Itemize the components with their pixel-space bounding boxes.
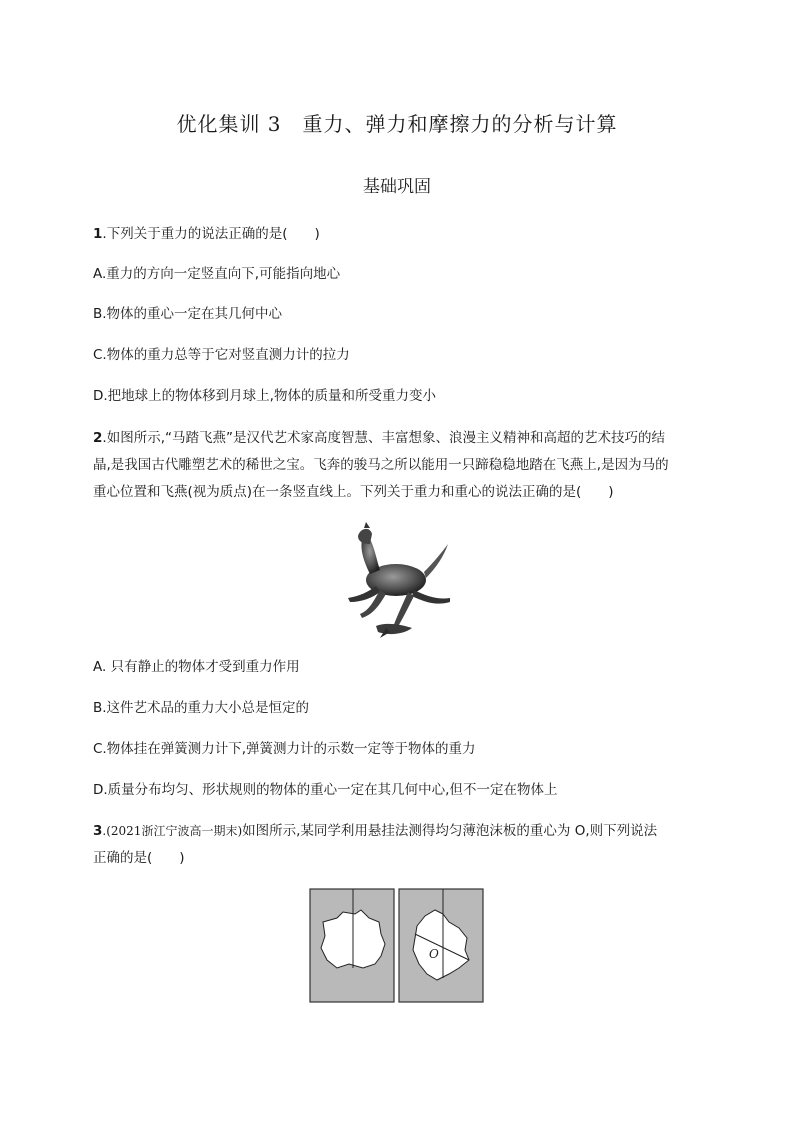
question-1-stem	[93, 224, 320, 244]
question-1-option-d: D.把地球上的物体移到月球上,物体的质量和所受重力变小	[93, 388, 436, 404]
question-2-text-1: .如图所示,“马踏飞燕”是汉代艺术家高度智慧、丰富想象、浪漫主义精神和高超的艺术技巧的结	[102, 430, 665, 446]
foam-board-suspension-figure	[309, 888, 485, 1004]
page-title: 优化集训 3 重力、弹力和摩擦力的分析与计算	[176, 112, 618, 136]
question-3-source: .(2021浙江宁波高一期末)	[102, 824, 243, 838]
question-2-option-b: B.这件艺术品的重力大小总是恒定的	[93, 700, 310, 716]
question-3-stem-line-1	[93, 821, 657, 841]
question-3-text: 如图所示,某同学利用悬挂法测得均匀薄泡沫板的重心为 O,则下列说法	[242, 823, 658, 839]
question-2-option-c: C.物体挂在弹簧测力计下,弹簧测力计的示数一定等于物体的重力	[93, 741, 476, 757]
question-3-number: 3	[93, 823, 103, 839]
question-1-text: .下列关于重力的说法正确的是( )	[102, 226, 320, 242]
question-2-number: 2	[93, 430, 103, 446]
question-1-option-b: B.物体的重心一定在其几何中心	[93, 306, 283, 322]
question-1-option-a: A.重力的方向一定竖直向下,可能指向地心	[93, 266, 341, 282]
center-of-gravity-label: O	[429, 947, 439, 961]
question-1-option-c: C.物体的重力总等于它对竖直测力计的拉力	[93, 347, 350, 363]
question-2-option-a: A. 只有静止的物体才受到重力作用	[93, 659, 300, 675]
question-1-number: 1	[93, 226, 103, 242]
section-heading: 基础巩固	[363, 177, 431, 197]
question-2-stem-line-2: 晶,是我国古代雕塑艺术的稀世之宝。飞奔的骏马之所以能用一只蹄稳稳地踏在飞燕上,是因为马的	[93, 457, 669, 473]
bronze-horse-figure	[330, 522, 460, 640]
question-2-option-d: D.质量分布均匀、形状规则的物体的重心一定在其几何中心,但不一定在物体上	[93, 782, 558, 798]
question-2-stem-line-3: 重心位置和飞燕(视为质点)在一条竖直线上。下列关于重力和重心的说法正确的是( )	[93, 484, 614, 500]
question-2-stem-line-1	[93, 428, 665, 448]
question-3-stem-line-2: 正确的是( )	[93, 850, 185, 866]
